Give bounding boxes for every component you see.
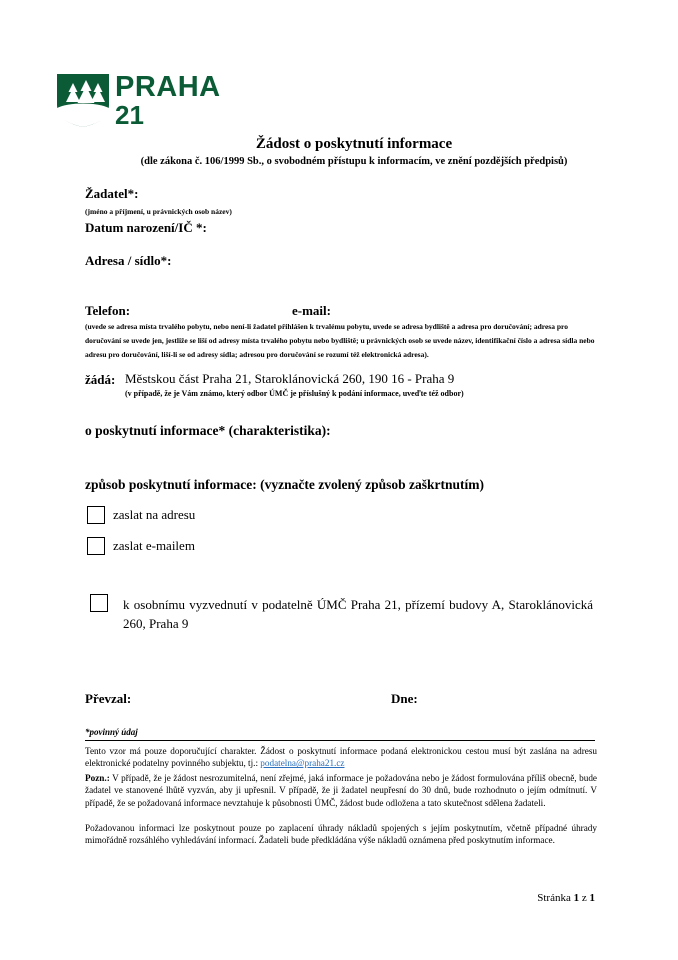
page-current: 1 bbox=[573, 892, 580, 904]
required-note: *povinný údaj bbox=[85, 727, 138, 737]
email-label: e-mail: bbox=[292, 303, 331, 318]
birth-id-label: Datum narození/IČ *: bbox=[85, 220, 207, 235]
footer-paragraph-3: Požadovanou informaci lze poskytnout pouze po zaplacení úhrady nákladů spojených s jejím poskytnutím, včetně případné úhrady mimořádně rozsáhlého vyhledávání informací. Žadateli bude předkládána výše nákladů oznámena před poskytnutím informace. bbox=[85, 823, 597, 846]
logo-text: PRAHA bbox=[115, 71, 221, 103]
footer-divider bbox=[85, 740, 595, 741]
footer-paragraph-1-text: Tento vzor má pouze doporučující charakter. Žádost o poskytnutí informace podaná elektronickou cestou musí být zaslána na adresu elektronické podatelny povinného subjektu, tj.: bbox=[85, 746, 597, 769]
footer-paragraph-1 bbox=[85, 745, 597, 770]
asks-label: žádá: bbox=[85, 372, 116, 387]
checkbox-label-send-by-email: zaslat e-mailem bbox=[113, 538, 195, 553]
about-information-label: o poskytnutí informace* (charakteristika): bbox=[85, 423, 331, 438]
phone-label: Telefon: bbox=[85, 303, 131, 318]
checkbox-label-personal-pickup: k osobnímu vyzvednutí v podatelně ÚMČ Praha 21, přízemí budovy A, Staroklánovická 260, Praha 9 bbox=[123, 597, 593, 631]
checkbox-personal-pickup[interactable] bbox=[90, 594, 108, 612]
praha21-crest-icon bbox=[55, 72, 111, 128]
applicant-hint: (jméno a příjmení, u právnických osob název) bbox=[85, 207, 232, 216]
delivery-heading: způsob poskytnutí informace: (vyznačte zvolený způsob zaškrtnutím) bbox=[85, 477, 485, 492]
address-label: Adresa / sídlo*: bbox=[85, 253, 172, 268]
asks-note: (v případě, že je Vám známo, který odbor ÚMČ je příslušný k podání informace, uveďte též odbor) bbox=[125, 389, 464, 398]
received-label: Převzal: bbox=[85, 691, 132, 706]
checkbox-label-send-to-address: zaslat na adresu bbox=[113, 507, 196, 522]
page-prefix: Stránka bbox=[537, 892, 574, 904]
page-separator: z bbox=[579, 892, 590, 904]
asks-value: Městskou část Praha 21, Staroklánovická 260, 190 16 - Praha 9 bbox=[125, 371, 455, 386]
podatelna-email-link[interactable]: podatelna@praha21.cz bbox=[260, 758, 345, 769]
checkbox-send-to-address[interactable] bbox=[87, 506, 105, 524]
checkbox-send-by-email[interactable] bbox=[87, 537, 105, 555]
page-number bbox=[85, 892, 595, 904]
logo-number: 21 bbox=[115, 100, 144, 130]
footer-note-prefix: Pozn.: bbox=[85, 773, 110, 783]
document-subtitle: (dle zákona č. 106/1999 Sb., o svobodném přístupu k informacím, ve znění pozdějších předpisů) bbox=[140, 156, 568, 167]
praha21-logo bbox=[55, 70, 255, 132]
document-sheet bbox=[55, 0, 623, 960]
footer-paragraph-2 bbox=[85, 772, 597, 809]
page-total: 1 bbox=[589, 892, 595, 904]
contact-note: (uvede se adresa místa trvalého pobytu, nebo není-li žadatel přihlášen k trvalému pobytu, uvede se adresa bydliště a adresa pro doručování; adresa pro doručování se uvede jen, jestliže se liší od adresy místa trvalého pobytu nebo bydliště; u právnických osob se uvede název, identifikační číslo a adresa sídla nebo adresu pro doručování, liší-li se od adresy sídla; adresou pro doručování se rozumí též elektronická adresa). bbox=[85, 322, 595, 359]
footer-paragraph-2-text: V případě, že je žádost nesrozumitelná, není zřejmé, jaká informace je požadována nebo je žádost formulována příliš obecně, bude žadatel ve stanovené lhůtě vyzván, aby ji upřesnil. V případě, že ji žadatel neupřesní do 30 dnů, bude rozhodnuto o jejím odmítnutí. V případě, že se požadovaná informace nevztahuje k působnosti ÚMČ, žádost bude odložena a tato skutečnost sdělena žadateli. bbox=[85, 773, 597, 808]
date-label: Dne: bbox=[391, 691, 418, 706]
applicant-label: Žadatel*: bbox=[85, 186, 139, 201]
document-title: Žádost o poskytnutí informace bbox=[255, 136, 453, 152]
